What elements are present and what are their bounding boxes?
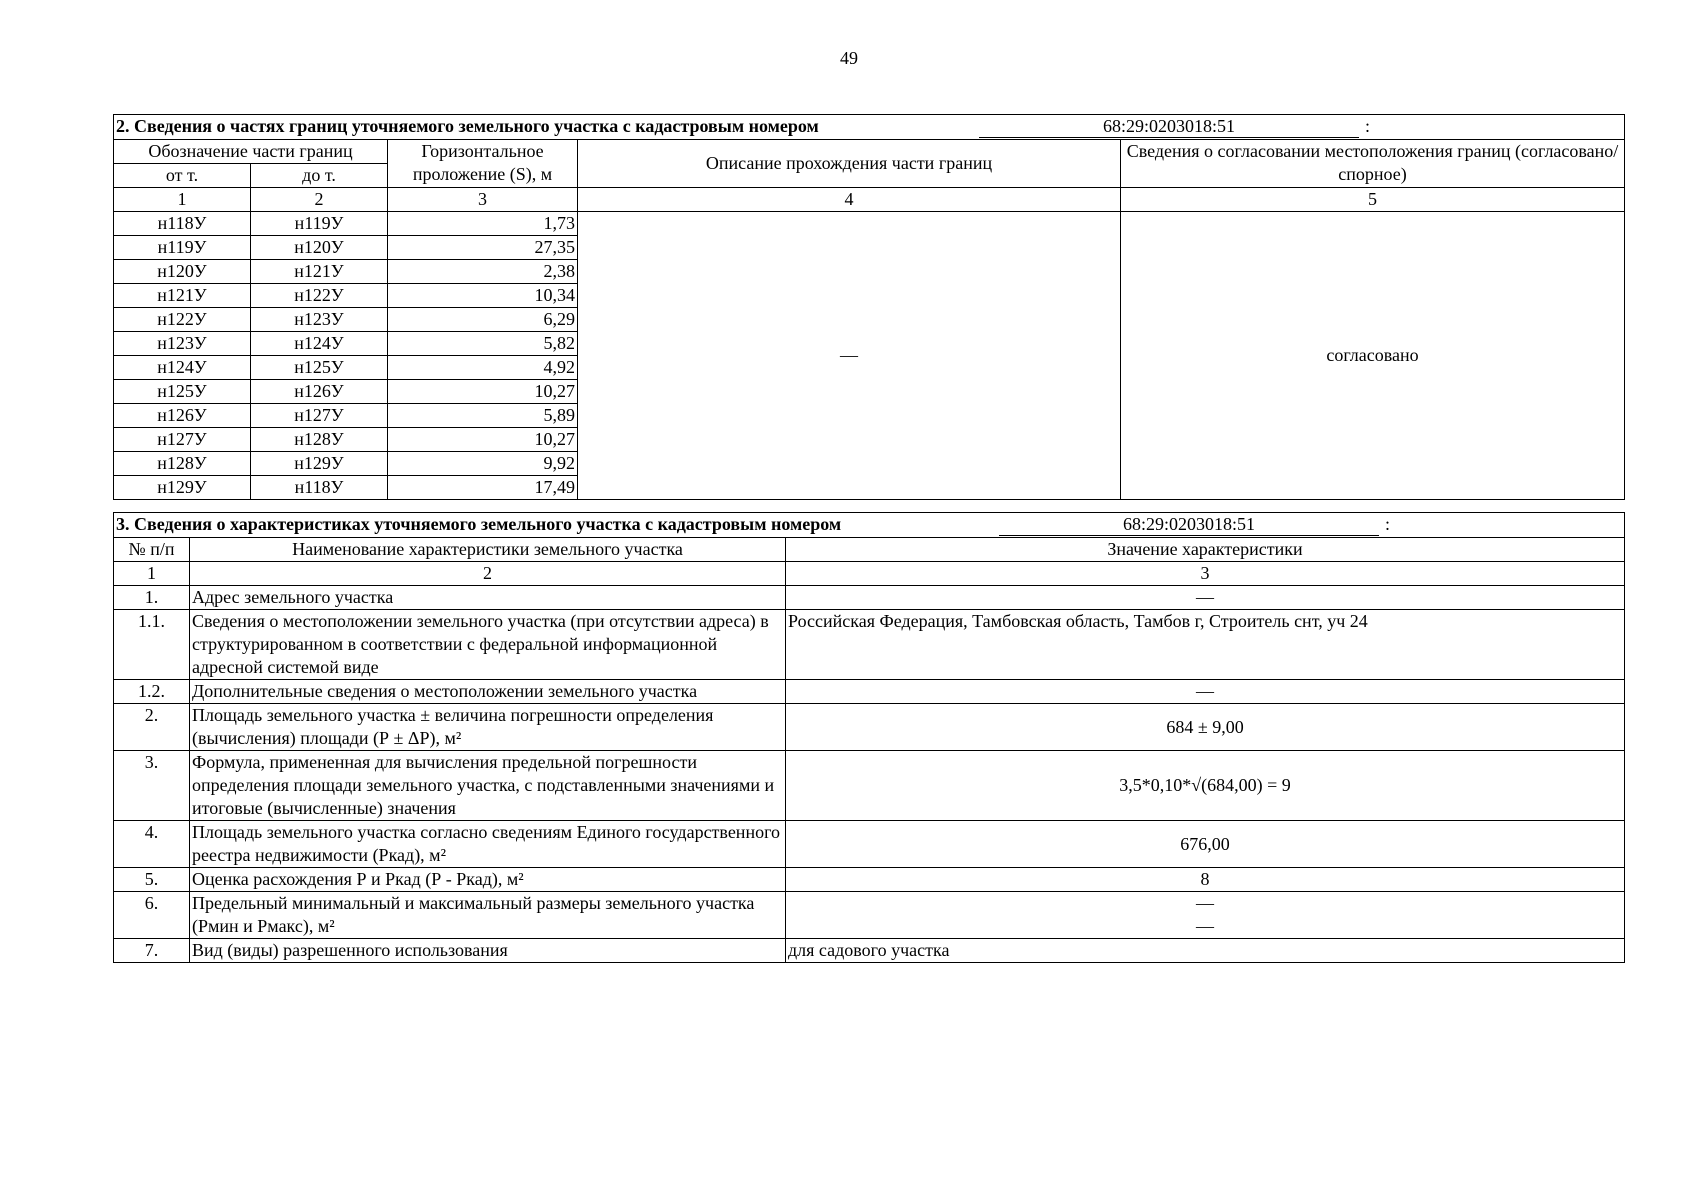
section2-colon: : xyxy=(1365,116,1371,136)
row-number: 1.2. xyxy=(114,680,190,704)
section3-title: 3. Сведения о характеристиках уточняемого земельного участка с кадастровым номером xyxy=(116,514,842,534)
horizontal-distance: 9,92 xyxy=(388,452,578,476)
max-size-value: — xyxy=(1196,916,1215,936)
row-number: 3. xyxy=(114,751,190,821)
point-from: н124У xyxy=(114,356,251,380)
section2-cadastral-number: 68:29:0203018:51 xyxy=(979,115,1359,138)
point-to: н124У xyxy=(251,332,388,356)
horizontal-distance: 5,82 xyxy=(388,332,578,356)
section3-colon: : xyxy=(1385,514,1391,534)
agreement-status: согласовано xyxy=(1121,212,1625,500)
description-value: — xyxy=(578,212,1121,500)
table-row xyxy=(114,892,1625,939)
header-agreement: Сведения о согласовании местоположения границ (согласовано/спорное) xyxy=(1121,140,1625,188)
section3-cadastral-number: 68:29:0203018:51 xyxy=(999,513,1379,536)
col-number: 2 xyxy=(251,188,388,212)
horizontal-distance: 27,35 xyxy=(388,236,578,260)
horizontal-distance: 5,89 xyxy=(388,404,578,428)
row-number: 2. xyxy=(114,704,190,751)
characteristic-name: Оценка расхождения Р и Ркад (Р - Ркад), м² xyxy=(190,868,786,892)
characteristics-table xyxy=(113,512,1625,963)
col-number: 2 xyxy=(190,562,786,586)
characteristic-value: для садового участка xyxy=(786,939,1625,963)
point-to: н123У xyxy=(251,308,388,332)
point-from: н120У xyxy=(114,260,251,284)
table-row xyxy=(114,586,1625,610)
header-value: Значение характеристики xyxy=(786,538,1625,562)
characteristic-name: Дополнительные сведения о местоположении земельного участка xyxy=(190,680,786,704)
characteristic-name: Адрес земельного участка xyxy=(190,586,786,610)
boundary-parts-table xyxy=(113,114,1625,500)
col-number: 4 xyxy=(578,188,1121,212)
horizontal-distance: 1,73 xyxy=(388,212,578,236)
point-from: н126У xyxy=(114,404,251,428)
table-row xyxy=(114,212,1625,236)
characteristic-value: 684 ± 9,00 xyxy=(786,704,1625,751)
col-number: 5 xyxy=(1121,188,1625,212)
col-number: 3 xyxy=(388,188,578,212)
characteristic-value: — xyxy=(786,586,1625,610)
characteristic-name: Сведения о местоположении земельного участка (при отсутствии адреса) в структурированном в соответствии с федеральной информационной адресной системой виде xyxy=(190,610,786,680)
header-num: № п/п xyxy=(114,538,190,562)
row-number: 6. xyxy=(114,892,190,939)
horizontal-distance: 10,27 xyxy=(388,428,578,452)
point-to: н120У xyxy=(251,236,388,260)
col-number: 1 xyxy=(114,562,190,586)
row-number: 1. xyxy=(114,586,190,610)
table-row xyxy=(114,704,1625,751)
horizontal-distance: 17,49 xyxy=(388,476,578,500)
point-to: н121У xyxy=(251,260,388,284)
characteristic-value: 3,5*0,10*√(684,00) = 9 xyxy=(786,751,1625,821)
point-from: н119У xyxy=(114,236,251,260)
point-to: н122У xyxy=(251,284,388,308)
characteristic-name: Площадь земельного участка ± величина погрешности определения (вычисления) площади (Р ± ΔР), м² xyxy=(190,704,786,751)
min-size-value: — xyxy=(1196,893,1215,913)
characteristic-value: Российская Федерация, Тамбовская область, Тамбов г, Строитель снт, уч 24 xyxy=(786,610,1625,680)
point-to: н126У xyxy=(251,380,388,404)
horizontal-distance: 2,38 xyxy=(388,260,578,284)
characteristic-value: 676,00 xyxy=(786,821,1625,868)
point-to: н119У xyxy=(251,212,388,236)
table-row xyxy=(114,939,1625,963)
point-from: н129У xyxy=(114,476,251,500)
row-number: 1.1. xyxy=(114,610,190,680)
point-from: н122У xyxy=(114,308,251,332)
point-from: н128У xyxy=(114,452,251,476)
header-to: до т. xyxy=(251,164,388,188)
section2-title-row xyxy=(114,115,1625,140)
point-to: н129У xyxy=(251,452,388,476)
horizontal-distance: 10,27 xyxy=(388,380,578,404)
point-from: н125У xyxy=(114,380,251,404)
point-to: н127У xyxy=(251,404,388,428)
point-from: н121У xyxy=(114,284,251,308)
col-number: 1 xyxy=(114,188,251,212)
row-number: 4. xyxy=(114,821,190,868)
header-from: от т. xyxy=(114,164,251,188)
header-horizontal: Горизонтальное проложение (S), м xyxy=(388,140,578,188)
table-row xyxy=(114,751,1625,821)
point-from: н127У xyxy=(114,428,251,452)
header-description: Описание прохождения части границ xyxy=(578,140,1121,188)
horizontal-distance: 6,29 xyxy=(388,308,578,332)
characteristic-value: — xyxy=(786,680,1625,704)
col-number: 3 xyxy=(786,562,1625,586)
horizontal-distance: 10,34 xyxy=(388,284,578,308)
row-number: 5. xyxy=(114,868,190,892)
characteristic-value xyxy=(786,892,1625,939)
characteristic-name: Формула, примененная для вычисления предельной погрешности определения площади земельного участка, с подставленными значениями и итоговые (вычисленные) значения xyxy=(190,751,786,821)
header-designation: Обозначение части границ xyxy=(114,140,388,164)
table-row xyxy=(114,821,1625,868)
section2-title: 2. Сведения о частях границ уточняемого земельного участка с кадастровым номером xyxy=(116,116,819,136)
characteristic-name: Площадь земельного участка согласно сведениям Единого государственного реестра недвижимости (Ркад), м² xyxy=(190,821,786,868)
point-to: н118У xyxy=(251,476,388,500)
point-from: н123У xyxy=(114,332,251,356)
row-number: 7. xyxy=(114,939,190,963)
characteristic-value: 8 xyxy=(786,868,1625,892)
table-row xyxy=(114,680,1625,704)
section3-title-row xyxy=(114,513,1625,538)
point-to: н125У xyxy=(251,356,388,380)
point-to: н128У xyxy=(251,428,388,452)
page-number: 49 xyxy=(840,48,858,68)
table-row xyxy=(114,610,1625,680)
horizontal-distance: 4,92 xyxy=(388,356,578,380)
characteristic-name: Предельный минимальный и максимальный размеры земельного участка (Рмин и Рмакс), м² xyxy=(190,892,786,939)
table-row xyxy=(114,868,1625,892)
point-from: н118У xyxy=(114,212,251,236)
characteristic-name: Вид (виды) разрешенного использования xyxy=(190,939,786,963)
header-name: Наименование характеристики земельного участка xyxy=(190,538,786,562)
